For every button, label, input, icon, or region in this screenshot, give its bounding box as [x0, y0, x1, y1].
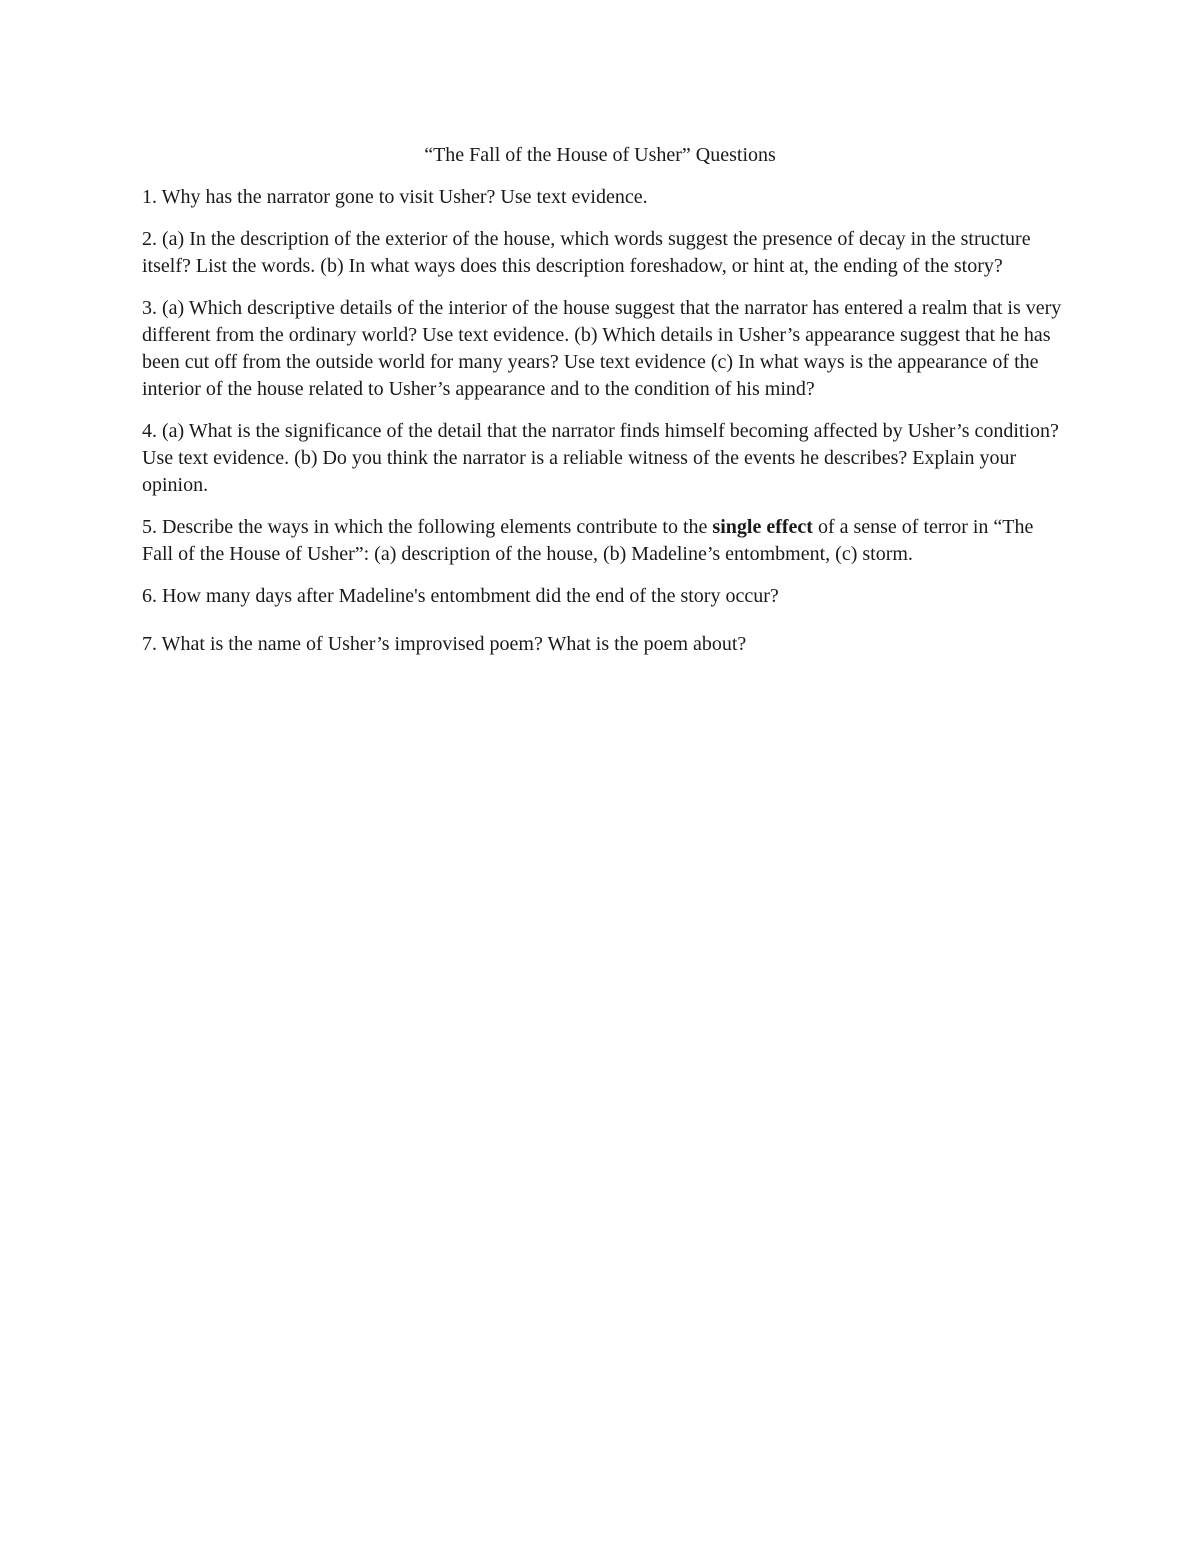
question-list: [142, 184, 1062, 673]
question-7: 7. What is the name of Usher’s improvised poem? What is the poem about?: [142, 633, 747, 655]
question-5-text-after: of a sense of terror in “The Fall of the House of Usher”: (a) description of the house, (b) Madeline’s entombment, (c) storm.: [142, 516, 1034, 565]
question-2: 2. (a) In the description of the exterior of the house, which words suggest the presence of decay in the structure itself? List the words. (b) In what ways does this description foreshadow, or hint at, the ending of the story?: [142, 228, 1031, 277]
question-5-text-before: 5. Describe the ways in which the following elements contribute to the: [142, 516, 713, 538]
document-title: “The Fall of the House of Usher” Questions: [424, 144, 776, 166]
question-5-emphasis: single effect: [712, 516, 813, 538]
question-1: 1. Why has the narrator gone to visit Usher? Use text evidence.: [142, 186, 648, 208]
question-4: 4. (a) What is the significance of the detail that the narrator finds himself becoming affected by Usher’s condition? Use text evidence. (b) Do you think the narrator is a reliable witness of the events he describes? Explain your opinion.: [142, 420, 1059, 496]
question-6: 6. How many days after Madeline's entombment did the end of the story occur?: [142, 585, 779, 607]
question-5: [142, 514, 1062, 568]
question-3: 3. (a) Which descriptive details of the interior of the house suggest that the narrator has entered a realm that is very different from the ordinary world? Use text evidence. (b) Which details in Usher’s appearance suggest that he has been cut off from the outside world for many years? Use text evidence (c) In what ways is the appearance of the interior of the house related to Usher’s appearance and to the condition of his mind?: [142, 297, 1062, 400]
